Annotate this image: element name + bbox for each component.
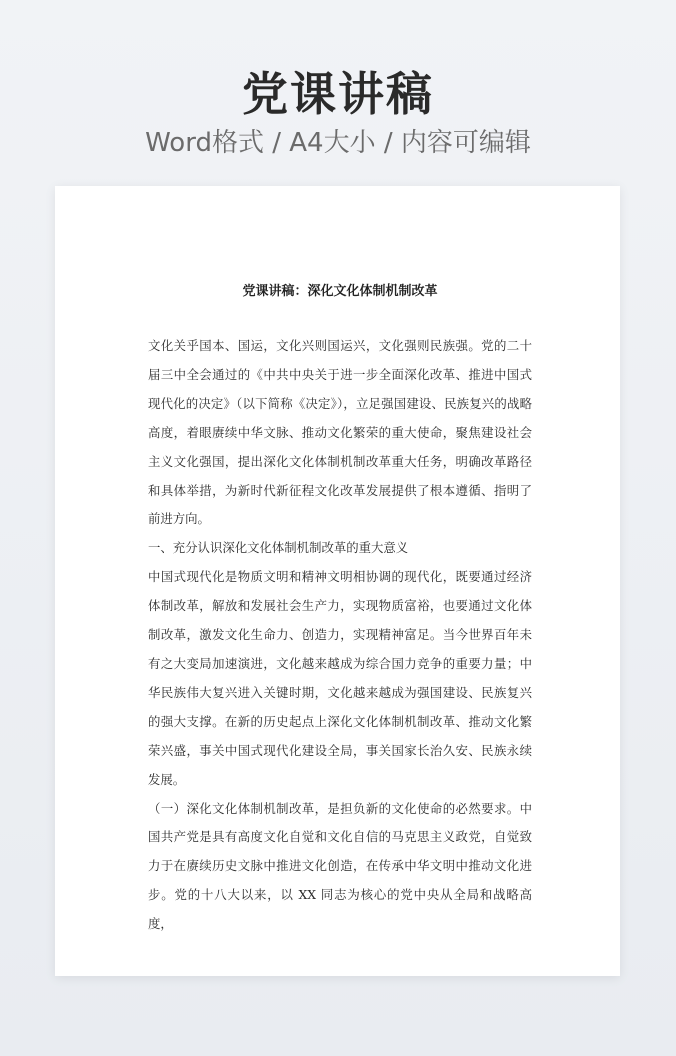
paragraph-subsection-1: （一）深化文化体制机制改革，是担负新的文化使命的必然要求。中国共产党是具有高度文化自觉和文化自信的马克思主义政党，自觉致力于在赓续历史文脉中推进文化创造，在传承中华文明中推动文化进步。党的十八大以来，以 XX 同志为核心的党中央从全局和战略高度， xyxy=(148,800,532,932)
sub-title: Word格式 / A4大小 / 内容可编辑 xyxy=(145,128,531,158)
document-content xyxy=(148,282,532,939)
header xyxy=(0,64,676,160)
paragraph-intro: 文化关乎国本、国运，文化兴则国运兴，文化强则民族强。党的二十届三中全会通过的《中共中央关于进一步全面深化改革、推进中国式现代化的决定》（以下简称《决定》），立足强国建设、民族复兴的战略高度，着眼赓续中华文脉、推动文化繁荣的重大使命，聚焦建设社会主义文化强国，提出深化文化体制机制改革重大任务，明确改革路径和具体举措，为新时代新征程文化改革发展提供了根本遵循、指明了前进方向。 xyxy=(148,338,532,527)
main-title: 党课讲稿 xyxy=(242,67,434,121)
section-heading-1: 一、充分认识深化文化体制机制改革的重大意义 xyxy=(148,540,409,556)
document-page xyxy=(55,186,620,976)
document-title: 党课讲稿：深化文化体制机制改革 xyxy=(242,284,438,299)
paragraph-section-1: 中国式现代化是物质文明和精神文明相协调的现代化，既要通过经济体制改革，解放和发展社会生产力，实现物质富裕，也要通过文化体制改革，激发文化生命力、创造力，实现精神富足。当今世界百年未有之大变局加速演进，文化越来越成为综合国力竞争的重要力量；中华民族伟大复兴进入关键时期，文化越来越成为强国建设、民族复兴的强大支撑。在新的历史起点上深化文化体制机制改革、推动文化繁荣兴盛，事关中国式现代化建设全局，事关国家长治久安、民族永续发展。 xyxy=(148,569,532,787)
